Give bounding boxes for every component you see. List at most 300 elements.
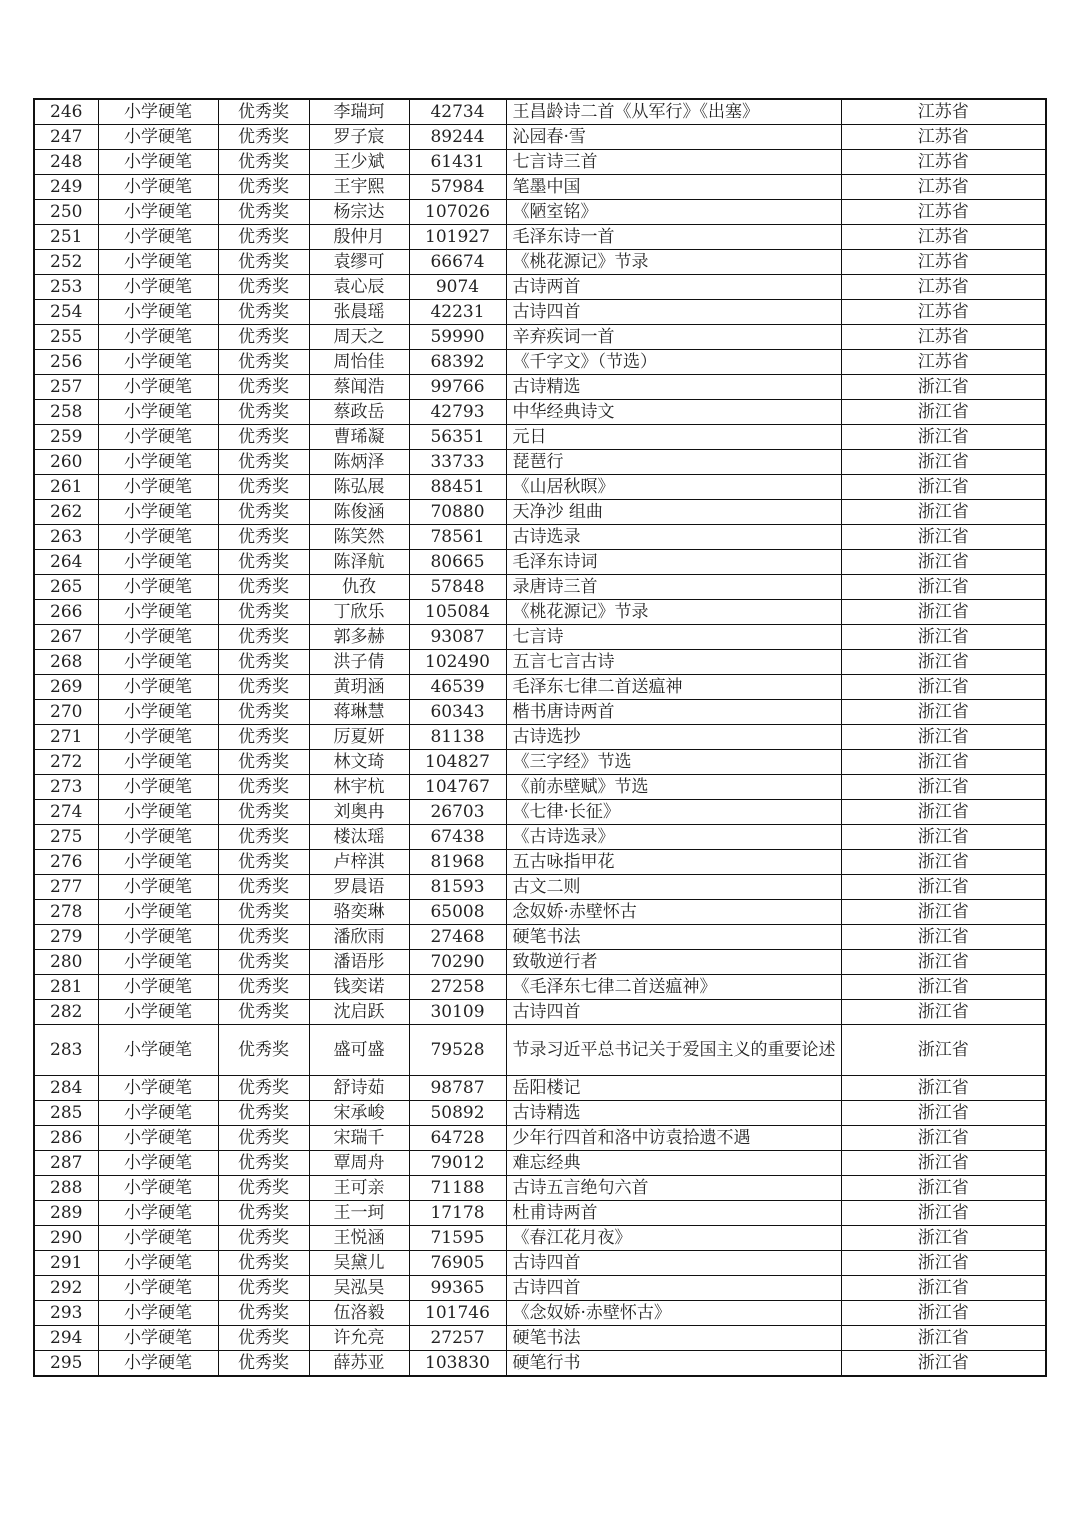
row-number-cell: 287 — [34, 1151, 98, 1176]
table-row — [34, 475, 1046, 500]
table-row — [34, 1000, 1046, 1025]
award-level-cell: 优秀奖 — [218, 1226, 309, 1251]
row-number-cell: 277 — [34, 875, 98, 900]
table-row — [34, 175, 1046, 200]
entry-id-cell: 17178 — [409, 1201, 506, 1226]
entry-id-cell: 103830 — [409, 1351, 506, 1377]
category-cell: 小学硬笔 — [98, 1000, 218, 1025]
table-row — [34, 1276, 1046, 1301]
entry-id-cell: 59990 — [409, 325, 506, 350]
award-level-cell: 优秀奖 — [218, 500, 309, 525]
table-row — [34, 1176, 1046, 1201]
award-level-cell: 优秀奖 — [218, 225, 309, 250]
province-cell: 浙江省 — [841, 450, 1046, 475]
award-level-cell: 优秀奖 — [218, 1151, 309, 1176]
table-row — [34, 525, 1046, 550]
table-row — [34, 850, 1046, 875]
row-number-cell: 253 — [34, 275, 98, 300]
table-row — [34, 225, 1046, 250]
category-cell: 小学硬笔 — [98, 900, 218, 925]
entry-id-cell: 105084 — [409, 600, 506, 625]
row-number-cell: 273 — [34, 775, 98, 800]
category-cell: 小学硬笔 — [98, 1276, 218, 1301]
category-cell: 小学硬笔 — [98, 950, 218, 975]
entry-id-cell: 27258 — [409, 975, 506, 1000]
row-number-cell: 265 — [34, 575, 98, 600]
entry-id-cell: 81138 — [409, 725, 506, 750]
province-cell: 江苏省 — [841, 150, 1046, 175]
award-level-cell: 优秀奖 — [218, 1276, 309, 1301]
award-level-cell: 优秀奖 — [218, 550, 309, 575]
entry-id-cell: 33733 — [409, 450, 506, 475]
entry-id-cell: 57984 — [409, 175, 506, 200]
work-title-cell: 难忘经典 — [506, 1151, 841, 1176]
province-cell: 浙江省 — [841, 700, 1046, 725]
row-number-cell: 290 — [34, 1226, 98, 1251]
participant-name-cell: 李瑞珂 — [309, 99, 409, 125]
category-cell: 小学硬笔 — [98, 275, 218, 300]
province-cell: 浙江省 — [841, 875, 1046, 900]
award-level-cell: 优秀奖 — [218, 775, 309, 800]
category-cell: 小学硬笔 — [98, 475, 218, 500]
work-title-cell: 念奴娇·赤壁怀古 — [506, 900, 841, 925]
entry-id-cell: 60343 — [409, 700, 506, 725]
work-title-cell: 硬笔行书 — [506, 1351, 841, 1377]
table-row — [34, 1226, 1046, 1251]
category-cell: 小学硬笔 — [98, 725, 218, 750]
participant-name-cell: 陈弘展 — [309, 475, 409, 500]
award-level-cell: 优秀奖 — [218, 150, 309, 175]
table-row — [34, 625, 1046, 650]
work-title-cell: 《千字文》（节选） — [506, 350, 841, 375]
province-cell: 浙江省 — [841, 600, 1046, 625]
row-number-cell: 289 — [34, 1201, 98, 1226]
category-cell: 小学硬笔 — [98, 1326, 218, 1351]
category-cell: 小学硬笔 — [98, 200, 218, 225]
entry-id-cell: 80665 — [409, 550, 506, 575]
award-level-cell: 优秀奖 — [218, 625, 309, 650]
work-title-cell: 致敬逆行者 — [506, 950, 841, 975]
work-title-cell: 五言七言古诗 — [506, 650, 841, 675]
award-level-cell: 优秀奖 — [218, 900, 309, 925]
entry-id-cell: 104827 — [409, 750, 506, 775]
row-number-cell: 280 — [34, 950, 98, 975]
row-number-cell: 261 — [34, 475, 98, 500]
category-cell: 小学硬笔 — [98, 375, 218, 400]
province-cell: 浙江省 — [841, 750, 1046, 775]
province-cell: 浙江省 — [841, 975, 1046, 1000]
province-cell: 江苏省 — [841, 200, 1046, 225]
participant-name-cell: 林宇杭 — [309, 775, 409, 800]
province-cell: 浙江省 — [841, 1000, 1046, 1025]
entry-id-cell: 56351 — [409, 425, 506, 450]
participant-name-cell: 楼汰瑶 — [309, 825, 409, 850]
participant-name-cell: 薛苏亚 — [309, 1351, 409, 1377]
category-cell: 小学硬笔 — [98, 500, 218, 525]
work-title-cell: 古诗五言绝句六首 — [506, 1176, 841, 1201]
participant-name-cell: 曹琋凝 — [309, 425, 409, 450]
province-cell: 浙江省 — [841, 400, 1046, 425]
award-level-cell: 优秀奖 — [218, 1176, 309, 1201]
participant-name-cell: 沈启跃 — [309, 1000, 409, 1025]
row-number-cell: 254 — [34, 300, 98, 325]
entry-id-cell: 71188 — [409, 1176, 506, 1201]
row-number-cell: 264 — [34, 550, 98, 575]
entry-id-cell: 107026 — [409, 200, 506, 225]
table-row — [34, 300, 1046, 325]
participant-name-cell: 蒋琳慧 — [309, 700, 409, 725]
work-title-cell: 古诗四首 — [506, 300, 841, 325]
award-level-cell: 优秀奖 — [218, 700, 309, 725]
award-level-cell: 优秀奖 — [218, 1301, 309, 1326]
participant-name-cell: 袁缪可 — [309, 250, 409, 275]
province-cell: 江苏省 — [841, 250, 1046, 275]
table-row — [34, 1351, 1046, 1377]
table-row — [34, 150, 1046, 175]
participant-name-cell: 钱奕诺 — [309, 975, 409, 1000]
table-row — [34, 700, 1046, 725]
category-cell: 小学硬笔 — [98, 1076, 218, 1101]
row-number-cell: 270 — [34, 700, 98, 725]
province-cell: 浙江省 — [841, 425, 1046, 450]
award-level-cell: 优秀奖 — [218, 975, 309, 1000]
category-cell: 小学硬笔 — [98, 1126, 218, 1151]
table-row — [34, 1326, 1046, 1351]
entry-id-cell: 66674 — [409, 250, 506, 275]
participant-name-cell: 宋瑞千 — [309, 1126, 409, 1151]
province-cell: 浙江省 — [841, 525, 1046, 550]
award-level-cell: 优秀奖 — [218, 275, 309, 300]
category-cell: 小学硬笔 — [98, 675, 218, 700]
participant-name-cell: 卢梓淇 — [309, 850, 409, 875]
award-level-cell: 优秀奖 — [218, 650, 309, 675]
work-title-cell: 《七律·长征》 — [506, 800, 841, 825]
work-title-cell: 笔墨中国 — [506, 175, 841, 200]
category-cell: 小学硬笔 — [98, 1251, 218, 1276]
row-number-cell: 275 — [34, 825, 98, 850]
category-cell: 小学硬笔 — [98, 525, 218, 550]
work-title-cell: 七言诗三首 — [506, 150, 841, 175]
entry-id-cell: 68392 — [409, 350, 506, 375]
row-number-cell: 251 — [34, 225, 98, 250]
work-title-cell: 古诗四首 — [506, 1276, 841, 1301]
award-level-cell: 优秀奖 — [218, 200, 309, 225]
work-title-cell: 硬笔书法 — [506, 1326, 841, 1351]
participant-name-cell: 舒诗茹 — [309, 1076, 409, 1101]
category-cell: 小学硬笔 — [98, 1176, 218, 1201]
category-cell: 小学硬笔 — [98, 300, 218, 325]
entry-id-cell: 81968 — [409, 850, 506, 875]
entry-id-cell: 64728 — [409, 1126, 506, 1151]
row-number-cell: 255 — [34, 325, 98, 350]
entry-id-cell: 101927 — [409, 225, 506, 250]
participant-name-cell: 王悦涵 — [309, 1226, 409, 1251]
province-cell: 江苏省 — [841, 275, 1046, 300]
province-cell: 浙江省 — [841, 1076, 1046, 1101]
row-number-cell: 291 — [34, 1251, 98, 1276]
category-cell: 小学硬笔 — [98, 750, 218, 775]
table-row — [34, 500, 1046, 525]
row-number-cell: 288 — [34, 1176, 98, 1201]
table-row — [34, 800, 1046, 825]
table-row — [34, 550, 1046, 575]
work-title-cell: 七言诗 — [506, 625, 841, 650]
province-cell: 浙江省 — [841, 800, 1046, 825]
participant-name-cell: 陈笑然 — [309, 525, 409, 550]
entry-id-cell: 46539 — [409, 675, 506, 700]
award-level-cell: 优秀奖 — [218, 350, 309, 375]
work-title-cell: 沁园春·雪 — [506, 125, 841, 150]
table-row — [34, 275, 1046, 300]
row-number-cell: 281 — [34, 975, 98, 1000]
row-number-cell: 283 — [34, 1025, 98, 1076]
work-title-cell: 楷书唐诗两首 — [506, 700, 841, 725]
province-cell: 江苏省 — [841, 325, 1046, 350]
row-number-cell: 274 — [34, 800, 98, 825]
province-cell: 浙江省 — [841, 1025, 1046, 1076]
award-level-cell: 优秀奖 — [218, 1101, 309, 1126]
entry-id-cell: 101746 — [409, 1301, 506, 1326]
participant-name-cell: 厉夏妍 — [309, 725, 409, 750]
entry-id-cell: 70290 — [409, 950, 506, 975]
participant-name-cell: 宋承峻 — [309, 1101, 409, 1126]
table-row — [34, 400, 1046, 425]
participant-name-cell: 盛可盛 — [309, 1025, 409, 1076]
category-cell: 小学硬笔 — [98, 575, 218, 600]
category-cell: 小学硬笔 — [98, 125, 218, 150]
entry-id-cell: 50892 — [409, 1101, 506, 1126]
entry-id-cell: 88451 — [409, 475, 506, 500]
category-cell: 小学硬笔 — [98, 600, 218, 625]
table-row — [34, 650, 1046, 675]
table-row — [34, 325, 1046, 350]
entry-id-cell: 71595 — [409, 1226, 506, 1251]
row-number-cell: 249 — [34, 175, 98, 200]
participant-name-cell: 周天之 — [309, 325, 409, 350]
table-row — [34, 375, 1046, 400]
table-row — [34, 125, 1046, 150]
entry-id-cell: 104767 — [409, 775, 506, 800]
work-title-cell: 节录习近平总书记关于爱国主义的重要论述 — [506, 1025, 841, 1076]
work-title-cell: 岳阳楼记 — [506, 1076, 841, 1101]
participant-name-cell: 吴泓昊 — [309, 1276, 409, 1301]
entry-id-cell: 76905 — [409, 1251, 506, 1276]
work-title-cell: 元日 — [506, 425, 841, 450]
award-level-cell: 优秀奖 — [218, 850, 309, 875]
award-level-cell: 优秀奖 — [218, 1251, 309, 1276]
category-cell: 小学硬笔 — [98, 1226, 218, 1251]
province-cell: 浙江省 — [841, 500, 1046, 525]
row-number-cell: 282 — [34, 1000, 98, 1025]
row-number-cell: 263 — [34, 525, 98, 550]
province-cell: 浙江省 — [841, 1251, 1046, 1276]
work-title-cell: 《毛泽东七律二首送瘟神》 — [506, 975, 841, 1000]
participant-name-cell: 骆奕琳 — [309, 900, 409, 925]
entry-id-cell: 93087 — [409, 625, 506, 650]
table-row — [34, 99, 1046, 125]
award-level-cell: 优秀奖 — [218, 475, 309, 500]
province-cell: 浙江省 — [841, 1351, 1046, 1377]
award-level-cell: 优秀奖 — [218, 800, 309, 825]
province-cell: 浙江省 — [841, 675, 1046, 700]
entry-id-cell: 42734 — [409, 99, 506, 125]
category-cell: 小学硬笔 — [98, 850, 218, 875]
row-number-cell: 267 — [34, 625, 98, 650]
province-cell: 浙江省 — [841, 1151, 1046, 1176]
work-title-cell: 古文二则 — [506, 875, 841, 900]
award-level-cell: 优秀奖 — [218, 375, 309, 400]
row-number-cell: 284 — [34, 1076, 98, 1101]
table-row — [34, 875, 1046, 900]
award-level-cell: 优秀奖 — [218, 950, 309, 975]
province-cell: 江苏省 — [841, 125, 1046, 150]
row-number-cell: 268 — [34, 650, 98, 675]
row-number-cell: 258 — [34, 400, 98, 425]
award-level-cell: 优秀奖 — [218, 99, 309, 125]
table-row — [34, 950, 1046, 975]
table-row — [34, 900, 1046, 925]
participant-name-cell: 周怡佳 — [309, 350, 409, 375]
work-title-cell: 《前赤壁赋》节选 — [506, 775, 841, 800]
row-number-cell: 256 — [34, 350, 98, 375]
award-level-cell: 优秀奖 — [218, 300, 309, 325]
award-level-cell: 优秀奖 — [218, 1351, 309, 1377]
category-cell: 小学硬笔 — [98, 1201, 218, 1226]
entry-id-cell: 42231 — [409, 300, 506, 325]
table-row — [34, 1126, 1046, 1151]
participant-name-cell: 蔡政岳 — [309, 400, 409, 425]
participant-name-cell: 洪子倩 — [309, 650, 409, 675]
entry-id-cell: 99365 — [409, 1276, 506, 1301]
participant-name-cell: 郭多赫 — [309, 625, 409, 650]
row-number-cell: 262 — [34, 500, 98, 525]
participant-name-cell: 陈炳泽 — [309, 450, 409, 475]
work-title-cell: 王昌龄诗二首《从军行》《出塞》 — [506, 99, 841, 125]
table-row — [34, 1025, 1046, 1076]
category-cell: 小学硬笔 — [98, 1025, 218, 1076]
entry-id-cell: 81593 — [409, 875, 506, 900]
work-title-cell: 中华经典诗文 — [506, 400, 841, 425]
entry-id-cell: 70880 — [409, 500, 506, 525]
entry-id-cell: 27468 — [409, 925, 506, 950]
award-level-cell: 优秀奖 — [218, 1126, 309, 1151]
province-cell: 江苏省 — [841, 350, 1046, 375]
work-title-cell: 《山居秋暝》 — [506, 475, 841, 500]
entry-id-cell: 89244 — [409, 125, 506, 150]
participant-name-cell: 蔡闻浩 — [309, 375, 409, 400]
entry-id-cell: 26703 — [409, 800, 506, 825]
entry-id-cell: 27257 — [409, 1326, 506, 1351]
award-level-cell: 优秀奖 — [218, 1201, 309, 1226]
entry-id-cell: 78561 — [409, 525, 506, 550]
work-title-cell: 杜甫诗两首 — [506, 1201, 841, 1226]
entry-id-cell: 30109 — [409, 1000, 506, 1025]
participant-name-cell: 王宇熙 — [309, 175, 409, 200]
province-cell: 浙江省 — [841, 725, 1046, 750]
category-cell: 小学硬笔 — [98, 975, 218, 1000]
award-level-cell: 优秀奖 — [218, 600, 309, 625]
award-level-cell: 优秀奖 — [218, 1076, 309, 1101]
award-level-cell: 优秀奖 — [218, 425, 309, 450]
work-title-cell: 《桃花源记》节录 — [506, 600, 841, 625]
award-level-cell: 优秀奖 — [218, 1000, 309, 1025]
table-row — [34, 450, 1046, 475]
province-cell: 浙江省 — [841, 950, 1046, 975]
participant-name-cell: 张晨瑶 — [309, 300, 409, 325]
entry-id-cell: 79528 — [409, 1025, 506, 1076]
row-number-cell: 260 — [34, 450, 98, 475]
row-number-cell: 246 — [34, 99, 98, 125]
category-cell: 小学硬笔 — [98, 99, 218, 125]
table-row — [34, 750, 1046, 775]
province-cell: 浙江省 — [841, 1326, 1046, 1351]
work-title-cell: 毛泽东诗一首 — [506, 225, 841, 250]
province-cell: 江苏省 — [841, 300, 1046, 325]
work-title-cell: 毛泽东七律二首送瘟神 — [506, 675, 841, 700]
category-cell: 小学硬笔 — [98, 250, 218, 275]
row-number-cell: 250 — [34, 200, 98, 225]
participant-name-cell: 黄玥涵 — [309, 675, 409, 700]
table-row — [34, 675, 1046, 700]
row-number-cell: 257 — [34, 375, 98, 400]
work-title-cell: 《念奴娇·赤壁怀古》 — [506, 1301, 841, 1326]
award-level-cell: 优秀奖 — [218, 1326, 309, 1351]
entry-id-cell: 61431 — [409, 150, 506, 175]
work-title-cell: 硬笔书法 — [506, 925, 841, 950]
province-cell: 浙江省 — [841, 625, 1046, 650]
table-row — [34, 425, 1046, 450]
table-row — [34, 1151, 1046, 1176]
row-number-cell: 252 — [34, 250, 98, 275]
participant-name-cell: 林文琦 — [309, 750, 409, 775]
table-row — [34, 350, 1046, 375]
table-row — [34, 975, 1046, 1000]
province-cell: 浙江省 — [841, 825, 1046, 850]
category-cell: 小学硬笔 — [98, 800, 218, 825]
category-cell: 小学硬笔 — [98, 175, 218, 200]
participant-name-cell: 陈泽航 — [309, 550, 409, 575]
work-title-cell: 少年行四首和洛中访袁拾遗不遇 — [506, 1126, 841, 1151]
province-cell: 浙江省 — [841, 1201, 1046, 1226]
category-cell: 小学硬笔 — [98, 1301, 218, 1326]
category-cell: 小学硬笔 — [98, 400, 218, 425]
province-cell: 江苏省 — [841, 175, 1046, 200]
table-body — [34, 99, 1046, 1376]
row-number-cell: 247 — [34, 125, 98, 150]
category-cell: 小学硬笔 — [98, 875, 218, 900]
entry-id-cell: 99766 — [409, 375, 506, 400]
award-level-cell: 优秀奖 — [218, 575, 309, 600]
category-cell: 小学硬笔 — [98, 925, 218, 950]
work-title-cell: 古诗四首 — [506, 1251, 841, 1276]
participant-name-cell: 袁心辰 — [309, 275, 409, 300]
work-title-cell: 毛泽东诗词 — [506, 550, 841, 575]
participant-name-cell: 吴黛儿 — [309, 1251, 409, 1276]
award-level-cell: 优秀奖 — [218, 400, 309, 425]
category-cell: 小学硬笔 — [98, 625, 218, 650]
table-row — [34, 825, 1046, 850]
province-cell: 浙江省 — [841, 1101, 1046, 1126]
entry-id-cell: 79012 — [409, 1151, 506, 1176]
province-cell: 浙江省 — [841, 850, 1046, 875]
award-level-cell: 优秀奖 — [218, 925, 309, 950]
category-cell: 小学硬笔 — [98, 700, 218, 725]
row-number-cell: 285 — [34, 1101, 98, 1126]
participant-name-cell: 罗晨语 — [309, 875, 409, 900]
row-number-cell: 276 — [34, 850, 98, 875]
participant-name-cell: 覃周舟 — [309, 1151, 409, 1176]
province-cell: 浙江省 — [841, 375, 1046, 400]
